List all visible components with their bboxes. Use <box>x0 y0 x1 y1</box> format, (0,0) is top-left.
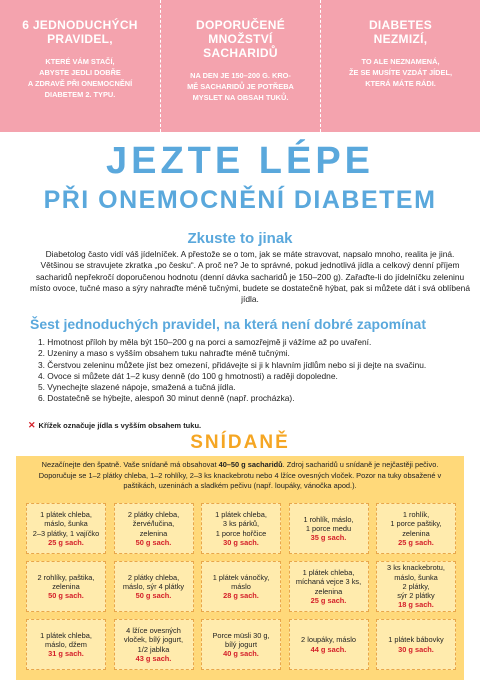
banner-text: TO ALE NEZNAMENÁ, ŽE SE MUSÍTE VZDÁT JÍDEL, KTERÁ MÁTE RÁDI. <box>348 57 453 88</box>
card-items: 2 plátky chleba, žervé/lučina, zelenina <box>127 510 180 538</box>
breakfast-heading: SNÍDANĚ <box>190 432 290 453</box>
card-items: 1 plátek bábovky <box>388 635 444 645</box>
card-carbs: 30 g sach. <box>223 537 259 547</box>
card-items: 4 lžíce ovesných vloček, bílý jogurt, 1/2 jablka <box>123 626 184 654</box>
breakfast-card <box>289 561 369 612</box>
banner-diabetes <box>320 0 480 132</box>
section-heading-zkuste: Zkuste to jinak <box>187 230 293 247</box>
legend-text: Křížek označuje jídla s vyšším obsahem tuku. <box>38 421 202 430</box>
card-carbs: 28 g sach. <box>223 591 259 601</box>
card-carbs: 44 g sach. <box>310 644 347 654</box>
banner-carbs <box>160 0 320 132</box>
fat-legend <box>28 420 201 431</box>
banner-heading: DIABETES NEZMIZÍ, <box>368 18 433 46</box>
breakfast-note <box>16 456 464 492</box>
breakfast-card <box>26 503 106 554</box>
note-text: . Zdroj sacharidů u snídaně je nejčastěji pečivo. Doporučuje se 1–2 plátky chleba, 1–2 rohlíky, 2–3 ks knackebrotu nebo 4 lžíce ovesných vloček. Pozor na tuky obsažené v paštikách, uzeninách a sladkém pečivu (např. loupáky, vánočka apod.). <box>38 460 442 490</box>
rule-item: 3. Čerstvou zeleninu můžete jíst bez omezení, přidávejte si ji k hlavním jídlům nebo si ji dejte na svačinu. <box>38 359 427 370</box>
rule-item: 2. Uzeniny a maso s vyšším obsahem tuku nahraďte méně tučnými. <box>38 348 290 359</box>
breakfast-card <box>376 503 456 554</box>
top-banner <box>0 0 480 132</box>
breakfast-card <box>201 561 281 612</box>
card-items: 2 plátky chleba, máslo, sýr 4 plátky <box>122 572 185 591</box>
note-emphasis: 40–50 g sacharidů <box>218 460 283 469</box>
card-carbs: 50 g sach. <box>48 591 84 601</box>
card-items: 1 plátek chleba, 3 ks párků, 1 porce hořčice <box>215 510 267 538</box>
breakfast-card <box>376 561 456 612</box>
breakfast-card <box>114 561 194 612</box>
section-heading-rules: Šest jednoduchých pravidel, na která není dobré zapomínat <box>30 316 426 332</box>
card-carbs: 35 g sach. <box>310 533 347 543</box>
banner-text: KTERÉ VÁM STAČÍ, ABYSTE JEDLI DOBŘE A ZDRAVĚ PŘI ONEMOCNĚNÍ DIABETEM 2. TYPU. <box>27 57 133 99</box>
breakfast-card <box>376 619 456 670</box>
card-items: 1 rohlík, 1 porce paštiky, zelenina <box>390 510 442 538</box>
card-items: 1 rohlík, máslo, 1 porce medu <box>303 514 354 533</box>
card-items: 1 plátek chleba, míchaná vejce 3 ks, zelenina <box>295 568 362 596</box>
card-items: 1 plátek chleba, máslo, džem <box>40 630 92 649</box>
breakfast-card <box>114 503 194 554</box>
breakfast-card <box>201 619 281 670</box>
banner-heading: DOPORUČENÉ MNOŽSTVÍ SACHARIDŮ <box>195 18 285 60</box>
card-items: 1 plátek chleba, máslo, šunka 2–3 plátky, 1 vajíčko <box>32 510 100 538</box>
rule-item: 1. Hmotnost příloh by měla být 150–200 g na porci a samozřejmě ji vážíme až po uvaření. <box>38 337 372 347</box>
banner-heading: 6 JEDNODUCHÝCH PRAVIDEL, <box>22 18 138 46</box>
page-title: JEZTE LÉPE <box>105 140 375 182</box>
card-items: Porce müsli 30 g, bílý jogurt <box>212 630 270 649</box>
card-carbs: 18 g sach. <box>398 600 434 610</box>
breakfast-card <box>289 619 369 670</box>
card-carbs: 25 g sach. <box>398 537 434 547</box>
card-carbs: 50 g sach. <box>135 591 172 601</box>
note-text: Nezačínejte den špatně. Vaše snídaně má obsahovat <box>41 460 219 469</box>
intro-paragraph: Diabetolog často vidí váš jídelníček. A přestože se o tom, jak se máte stravovat, napsalo mnoho, realita je jiná. Většinou se stravujete zkratka „po česku“. A proč ne? Je to správné, pokud jednotlivá jídla a celkový denní příjem sacharidů nepřekročí doporučenou hodnotu (denní dávka sacharidů je 150–200 g). Zařaďte-li do jídelníčku zeleninu místo ovoce, tučné maso a sýry nahraďte méně tučnými, budete se dostatečně hýbat, pak si můžete dát i svá oblíbená jídla. <box>30 249 470 305</box>
card-carbs: 25 g sach. <box>310 595 347 605</box>
card-items: 2 loupáky, máslo <box>301 635 356 645</box>
card-items: 1 plátek vánočky, máslo <box>212 572 270 591</box>
breakfast-card <box>201 503 281 554</box>
card-items: 3 ks knackebrotu, máslo, šunka 2 plátky, sýr 2 plátky <box>387 563 445 601</box>
breakfast-card <box>26 619 106 670</box>
breakfast-card <box>114 619 194 670</box>
breakfast-card <box>289 503 369 554</box>
page-subtitle: PŘI ONEMOCNĚNÍ DIABETEM <box>43 186 437 214</box>
card-carbs: 50 g sach. <box>135 537 172 547</box>
rule-item: 4. Ovoce si můžete dát 1–2 kusy denně (do 100 g hmotnosti) a raději dopoledne. <box>38 370 338 381</box>
card-carbs: 30 g sach. <box>398 644 434 654</box>
card-carbs: 43 g sach. <box>135 653 172 663</box>
rule-item: 6. Dostatečně se hýbejte, alespoň 30 minut denně (např. procházka). <box>38 393 295 404</box>
card-carbs: 31 g sach. <box>48 649 84 659</box>
card-carbs: 40 g sach. <box>223 649 259 659</box>
breakfast-grid <box>26 503 456 670</box>
breakfast-panel <box>16 456 464 680</box>
banner-rules <box>0 0 160 132</box>
card-items: 2 rohlíky, paštika, zelenina <box>37 572 95 591</box>
card-carbs: 25 g sach. <box>48 537 84 547</box>
breakfast-card <box>26 561 106 612</box>
rule-item: 5. Vynechejte slazené nápoje, smažená a tučná jídla. <box>38 382 236 393</box>
cross-icon: ✕ <box>28 420 36 430</box>
banner-text: NA DEN JE 150–200 G. KRO- MĚ SACHARIDŮ JE POTŘEBA MYSLET NA OBSAH TUKŮ. <box>187 71 294 102</box>
rules-list <box>38 337 468 405</box>
